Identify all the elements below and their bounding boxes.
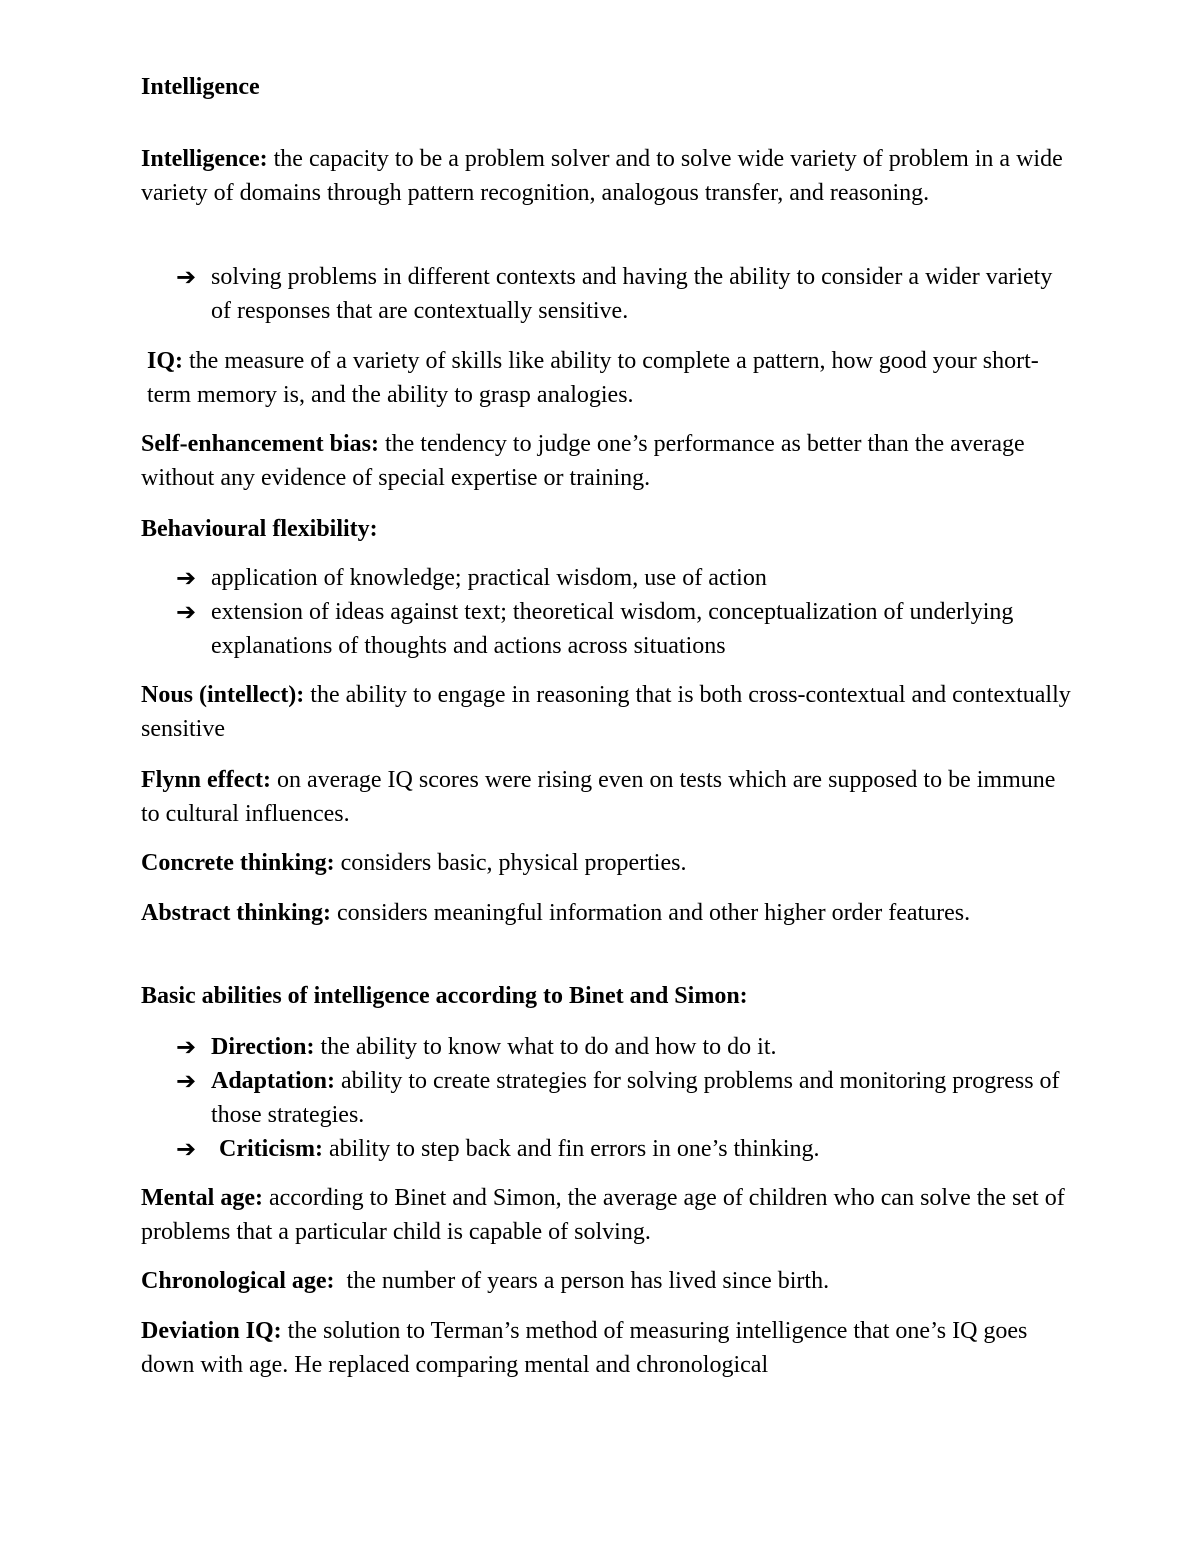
term: IQ: [147, 348, 183, 374]
bullet-item [176, 1030, 1071, 1064]
term: Chronological age: [141, 1268, 335, 1294]
definition-chronological-age [141, 1264, 1071, 1298]
definition: considers meaningful information and other higher order features. [331, 900, 971, 926]
term: Deviation IQ: [141, 1318, 282, 1344]
definition-flynn [141, 763, 1071, 831]
definition-abstract [141, 896, 1071, 930]
definition-basic-abilities [141, 979, 1071, 1013]
term: Intelligence: [141, 146, 268, 172]
arrow-right-icon: ➔ [176, 564, 197, 592]
bullet-text: extension of ideas against text; theoretical wisdom, conceptualization of underlying explanations of thoughts and actions across situations [211, 599, 1014, 659]
bullet-item [176, 561, 1071, 595]
term: Concrete thinking: [141, 850, 335, 876]
definition-mental-age [141, 1181, 1071, 1249]
term: Self-enhancement bias: [141, 431, 379, 457]
definition: the number of years a person has lived since birth. [334, 1268, 830, 1294]
definition: the ability to engage in reasoning that is both cross-contextual and contextually sensitive [141, 682, 1071, 742]
definition: the measure of a variety of skills like ability to complete a pattern, how good your short-term memory is, and the ability to grasp analogies. [147, 348, 1039, 408]
term: Flynn effect: [141, 767, 271, 793]
definition-iq [147, 344, 1077, 412]
definition: ability to step back and fin errors in one’s thinking. [322, 1136, 820, 1162]
page-title: Intelligence [141, 74, 260, 100]
arrow-right-icon: ➔ [176, 1135, 197, 1163]
arrow-right-icon: ➔ [176, 1033, 197, 1061]
bullet-item [176, 1132, 1079, 1166]
definition: the capacity to be a problem solver and to solve wide variety of problem in a wide variety of domains through pattern recognition, analogous transfer, and reasoning. [141, 146, 1063, 206]
definition-concrete [141, 846, 1071, 880]
definition: the tendency to judge one’s performance as better than the average without any evidence of special expertise or training. [141, 431, 1025, 491]
definition-self-enhancement [141, 427, 1071, 495]
arrow-right-icon: ➔ [176, 598, 197, 626]
term: Behavioural flexibility: [141, 516, 378, 542]
definition-behavioural [141, 512, 1071, 546]
term: Nous (intellect): [141, 682, 305, 708]
definition-deviation-iq [141, 1314, 1071, 1382]
term: Abstract thinking: [141, 900, 332, 926]
definition: considers basic, physical properties. [334, 850, 687, 876]
arrow-right-icon: ➔ [176, 1067, 197, 1095]
definition: according to Binet and Simon, the average age of children who can solve the set of problems that a particular child is capable of solving. [141, 1185, 1065, 1245]
definition: ability to create strategies for solving problems and monitoring progress of those strategies. [211, 1068, 1060, 1128]
term: Criticism: [219, 1136, 323, 1162]
bullet-item [176, 260, 1071, 328]
term: Direction: [211, 1034, 315, 1060]
definition-intelligence [141, 142, 1071, 210]
definition-nous [141, 678, 1071, 746]
bullet-text: application of knowledge; practical wisdom, use of action [211, 565, 767, 591]
term: Basic abilities of intelligence according to Binet and Simon: [141, 983, 748, 1009]
bullet-item [176, 595, 1071, 663]
term: Adaptation: [211, 1068, 336, 1094]
definition: the solution to Terman’s method of measuring intelligence that one’s IQ goes down with age. He replaced comparing mental and chronological [141, 1318, 1028, 1378]
term: Mental age: [141, 1185, 263, 1211]
definition: on average IQ scores were rising even on tests which are supposed to be immune to cultural influences. [141, 767, 1056, 827]
bullet-text: solving problems in different contexts and having the ability to consider a wider variety of responses that are contextually sensitive. [211, 264, 1053, 324]
arrow-right-icon: ➔ [176, 263, 197, 291]
bullet-item [176, 1064, 1071, 1132]
definition: the ability to know what to do and how to do it. [314, 1034, 777, 1060]
